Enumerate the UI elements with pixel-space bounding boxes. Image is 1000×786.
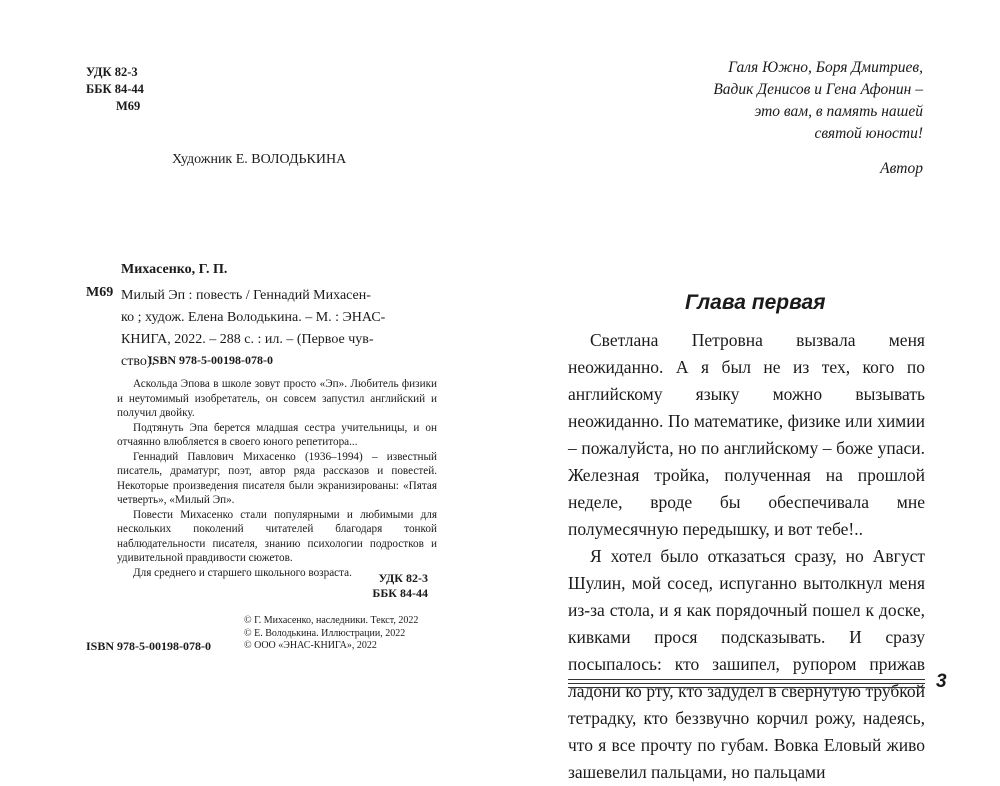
chapter-body [568, 327, 925, 782]
copyright-notices [244, 615, 418, 653]
copyright-line: © Г. Михасенко, наследники. Текст, 2022 [244, 615, 419, 626]
chapter-title: Глава первая [685, 291, 826, 314]
isbn-bottom: ISBN 978-5-00198-078-0 [86, 639, 211, 653]
bbk-code: ББК 84-44 [86, 82, 144, 96]
dedication-line: Вадик Денисов и Гена Афонин – [713, 81, 923, 98]
annotation-paragraph: Для среднего и старшего школьного возраста. [133, 566, 352, 579]
biblio-line: КНИГА, 2022. – 288 с. : ил. – (Первое чув- [121, 332, 374, 347]
author-heading: Михасенко, Г. П. [121, 262, 228, 277]
dedication [603, 57, 923, 180]
udk-footer [372, 571, 428, 601]
copyright-line: © ООО «ЭНАС-КНИГА», 2022 [244, 640, 377, 651]
footer-rule [568, 687, 925, 688]
artist-credit: Художник Е. ВОЛОДЬКИНА [172, 152, 347, 167]
dedication-line: это вам, в память нашей [754, 103, 923, 120]
biblio-line: ство). [121, 354, 156, 369]
annotation-paragraph: Подтянуть Эпа берется младшая сестра учительницы, и он отчаянно влюбляется в своего юного репетитора... [117, 421, 437, 448]
catalog-code: М69 [86, 285, 114, 300]
udk-code: УДК 82-3 [86, 65, 138, 79]
dedication-signature: Автор [880, 160, 923, 177]
dedication-line: святой юности! [814, 125, 923, 142]
dedication-line: Галя Южно, Боря Дмитриев, [728, 59, 923, 76]
udk-code: УДК 82-3 [378, 571, 428, 585]
annotation [117, 377, 437, 580]
annotation-paragraph: Повести Михасенко стали популярными и любимыми для нескольких поколений читателей благодаря тонкой наблюдательности писателя, знанию психологии подростков и удивительной правдивости сюжетов. [117, 508, 437, 564]
udk-header [86, 64, 144, 115]
isbn-top: ISBN 978-5-00198-078-0 [148, 353, 273, 367]
right-page-chapter [500, 0, 1000, 782]
body-paragraph: Я хотел было отказаться сразу, но Август Шулин, мой сосед, испуганно вытолкнул меня из-за стола, и я как порядочный пошел к доске, кивками прося подсказывать. И сразу посыпалось: кто зашипел, рупором прижав ладони ко рту, кто задудел в свернутую трубкой тетрадку, кто беззвучно корчил рожу, надеясь, что я все прочту по губам. Вовка Еловый живо зашевелил пальцами, но пальцами [568, 546, 925, 782]
footer-rule [568, 683, 925, 684]
left-page-imprint [0, 0, 500, 750]
bbk-code: ББК 84-44 [372, 586, 428, 600]
page-number: 3 [936, 671, 947, 692]
biblio-line: ко ; худож. Елена Володькина. – М. : ЭНАС- [121, 310, 386, 325]
footer-rule [568, 679, 925, 680]
biblio-line: Милый Эп : повесть / Геннадий Михасен- [121, 288, 371, 303]
body-paragraph: Светлана Петровна вызвала меня неожиданно. А я был не из тех, кого по английскому языку можно вызывать неожиданно. По математике, физике или химии – пожалуйста, но по английскому – боже упаси. Железная тройка, полученная на прошлой неделе, вроде бы обеспечивала мне полумесячную передышку, и вот тебе!.. [568, 330, 925, 539]
annotation-paragraph: Аскольда Эпова в школе зовут просто «Эп». Любитель физики и неутомимый изобретатель, он совсем запустил английский и получил двойку. [117, 378, 437, 419]
copyright-line: © Е. Володькина. Иллюстрации, 2022 [244, 627, 406, 639]
annotation-paragraph: Геннадий Павлович Михасенко (1936–1994) – известный писатель, драматург, поэт, автор ряда рассказов и повестей. Некоторые произведения писателя были экранизированы: «Пятая четверть», «Милый Эп». [117, 450, 437, 506]
author-sign-code: М69 [116, 99, 141, 113]
